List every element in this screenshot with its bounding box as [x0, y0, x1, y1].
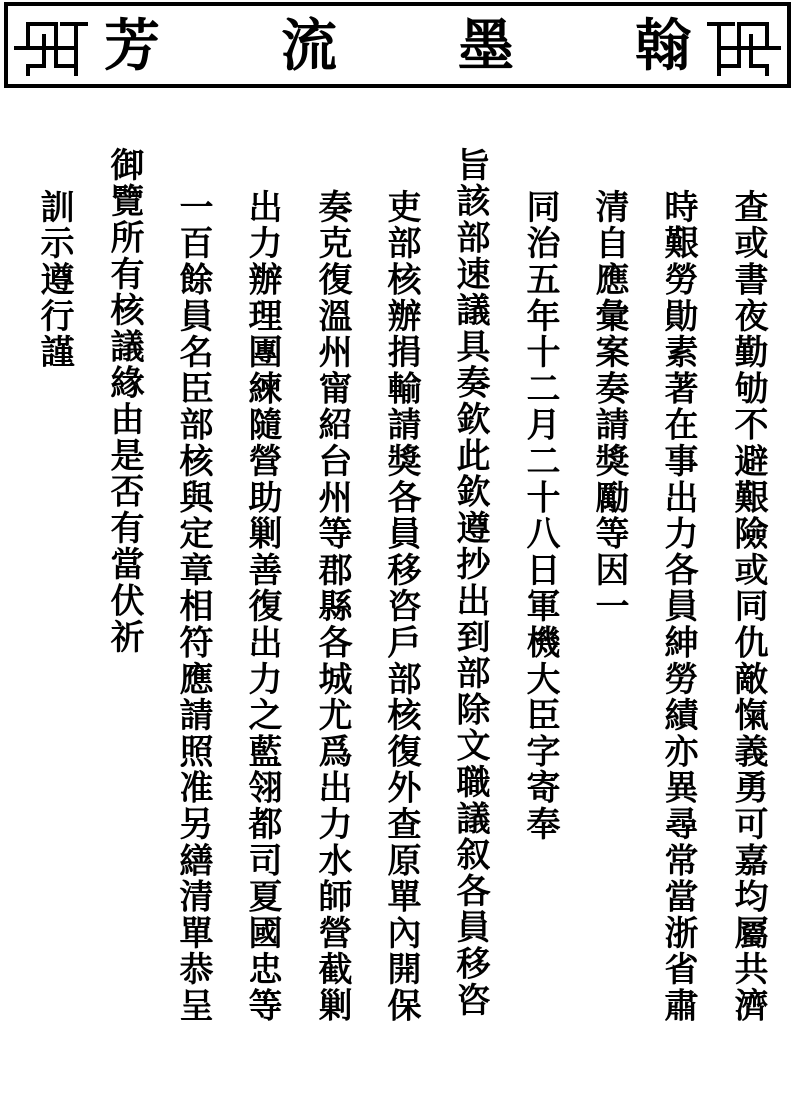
text-column-5: 旨該部速議具奏欽此欽遵抄出到部除文職議叙各員移咨 — [450, 147, 490, 1019]
text-column-7: 奏克復溫州甯紹台州等郡縣各城尤爲出力水師營截剿 — [312, 189, 352, 1024]
title-char: 墨 — [458, 13, 514, 79]
text-column-2: 時艱勞勛素著在事出力各員紳勞績亦異尋常當浙省肅 — [658, 189, 698, 1024]
text-column-8: 出力辦理團練隨營助剿善復出力之藍翎都司夏國忠等 — [242, 189, 282, 1024]
title-char: 翰 — [635, 13, 691, 79]
text-column-11: 訓示遵行謹 — [34, 189, 74, 371]
text-column-10: 御覽所有核議緣由是否有當伏祈 — [104, 147, 144, 656]
text-column-6: 吏部核辦捐輸請獎各員移咨戶部核復外查原單內開保 — [381, 189, 421, 1024]
text-column-9: 一百餘員名臣部核與定章相符應請照准另繕清單恭呈 — [173, 189, 213, 1024]
text-column-1: 查或書夜勤劬不避艱險或同仇敵愾義勇可嘉均屬共濟 — [728, 189, 768, 1024]
text-column-4: 同治五年十二月二十八日軍機大臣字寄奉 — [520, 189, 560, 843]
title-char: 芳 — [104, 13, 160, 79]
title-char: 流 — [281, 13, 337, 79]
text-column-3: 清自應彙案奏請獎勵等因一 — [589, 189, 629, 625]
